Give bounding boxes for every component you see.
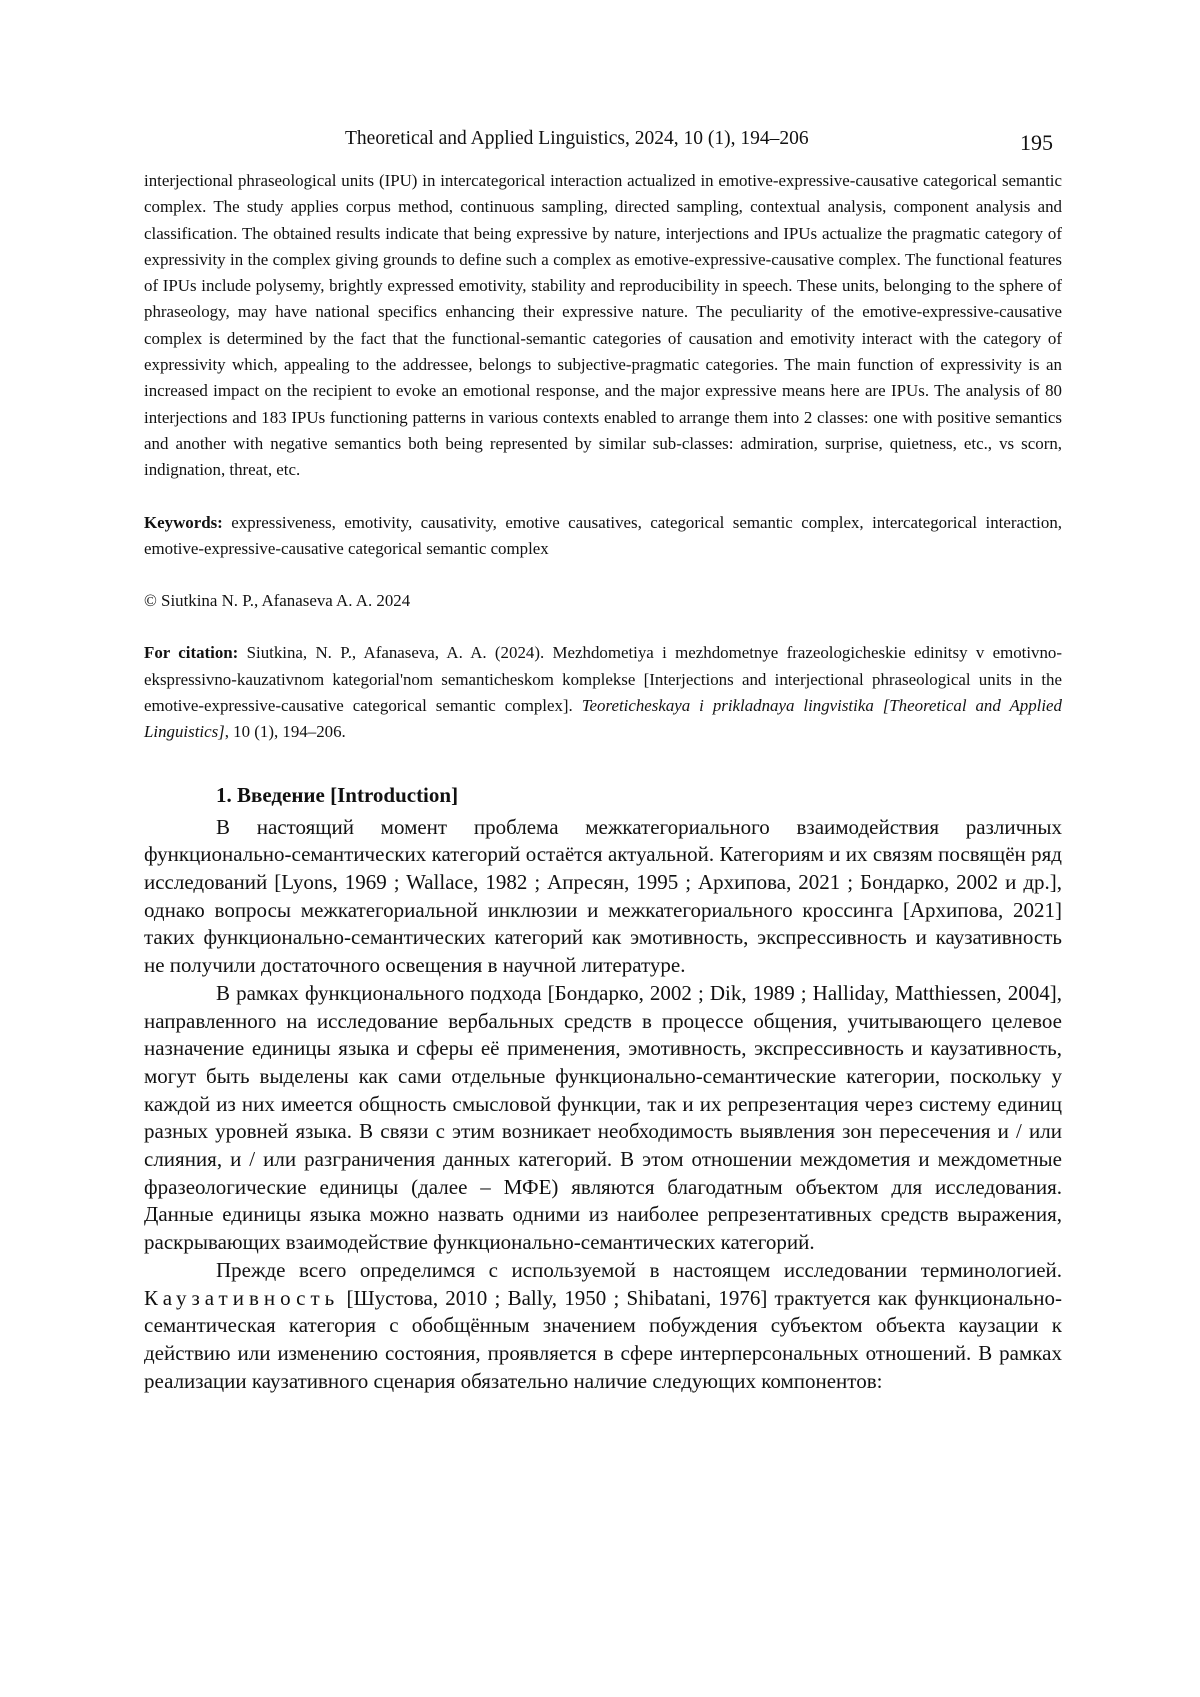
section-heading: 1. Введение [Introduction]	[216, 782, 459, 807]
citation-text: Siutkina, N. P., Afanaseva, A. A. (2024). Mezhdometiya i mezhdometnye frazeologicheskie edinitsy v emotivno-ekspressivno-kauzativnom kategorial'nom semanticheskom komplekse [Interjections and interjectional phraseological units in the emotive-expressive-causative categorical semantic complex].	[144, 643, 1062, 716]
copyright-line: © Siutkina N. P., Afanaseva A. A. 2024	[144, 591, 411, 611]
citation-journal-title: Teoreticheskaya i prikladnaya lingvistika [Theoretical and Applied Linguistics]	[144, 696, 1063, 742]
citation-paragraph	[144, 640, 1062, 745]
abstract-text: interjectional phraseological units (IPU) in intercategorical interaction actualized in emotive-expressive-causative categorical semantic complex. The study applies corpus method, continuous sampling, directed sampling, contextual analysis, component analysis and classification. The obtained results indicate that being expressive by nature, interjections and IPUs actualize the pragmatic category of expressivity in the complex giving grounds to define such a complex as emotive-expressive-causative complex. The functional features of IPUs include polysemy, brightly expressed emotivity, stability and reproducibility in speech. These units, belonging to the sphere of phraseology, may have national specifics enhancing their expressive nature. The peculiarity of the emotive-expressive-causative complex is determined by the fact that the functional-semantic categories of causation and emotivity interact with the category of expressivity which, appealing to the addressee, belongs to subjective-pragmatic categories. The main function of expressivity is an increased impact on the recipient to evoke an emotional response, and the major expressive means here are IPUs. The analysis of 80 interjections and 183 IPUs functioning patterns in various contexts enabled to arrange them into 2 classes: one with positive semantics and another with negative semantics both being represented by similar sub-classes: admiration, surprise, quietness, etc., vs scorn, indignation, threat, etc.	[144, 171, 1062, 480]
keywords-paragraph	[144, 510, 1062, 563]
journal-citation-line: Theoretical and Applied Linguistics, 2024, 10 (1), 194–206	[345, 128, 809, 149]
keywords-text: expressiveness, emotivity, causativity, emotive causatives, categorical semantic complex, intercategorical interaction, emotive-expressive-causative categorical semantic complex	[144, 512, 1062, 558]
body-paragraph: В настоящий момент проблема межкатегориального взаимодействия различных функционально-семантических категорий остаётся актуальной. Категориям и их связям посвящён ряд исследований [Lyons, 1969 ; Wallace, 1982 ; Апресян, 1995 ; Архипова, 2021 ; Бондарко, 2002 и др.], однако вопросы межкатегориальной инклюзии и межкатегориального кроссинга [Архипова, 2021] таких функционально-семантических категорий как эмотивность, экспрессивность и каузативность не получили достаточного освещения в научной литературе.	[144, 814, 1062, 978]
body-paragraph	[144, 1257, 1062, 1396]
body-paragraph: В рамках функционального подхода [Бондарко, 2002 ; Dik, 1989 ; Halliday, Matthiessen, 2004], направленного на исследование вербальных средств в процессе общения, учитывающего целевое назначение единицы языка и сферы её применения, эмотивность, экспрессивность и каузативность, могут быть выделены как сами отдельные функционально-семантические категории, поскольку у каждой из них имеется общность смысловой функции, так и их репрезентация через систему единиц разных уровней языка. В связи с этим возникает необходимость выявления зон пересечения и / или слияния, и / или разграничения данных категорий. В этом отношении междометия и междометные фразеологические единицы (далее – МФЕ) являются благодатным объектом для исследования. Данные единицы языка можно назвать одними из наиболее репрезентативных средств выражения, раскрывающих взаимодействие функционально-семантических категорий.	[144, 980, 1062, 1255]
paragraph-text: Прежде всего определимся с используемой в настоящем исследовании терминологией.	[216, 1257, 1062, 1282]
spaced-term: Каузативность	[144, 1285, 340, 1310]
paragraph-text: [Шустова, 2010 ; Bally, 1950 ; Shibatani, 1976] трактуется как функционально-семантическая категория с обобщённым значением побуждения субъектом объекта каузации к действию или изменению состояния, проявляется в сфере интерперсональных отношений. В рамках реализации каузативного сценария обязательно наличие следующих компонентов:	[144, 1285, 1062, 1393]
citation-label: For citation:	[144, 643, 239, 663]
page-content	[144, 168, 1062, 1395]
citation-tail: , 10 (1), 194–206.	[224, 722, 346, 742]
running-header	[0, 124, 1200, 156]
keywords-label: Keywords:	[144, 512, 223, 532]
page-number: 195	[1020, 130, 1053, 155]
